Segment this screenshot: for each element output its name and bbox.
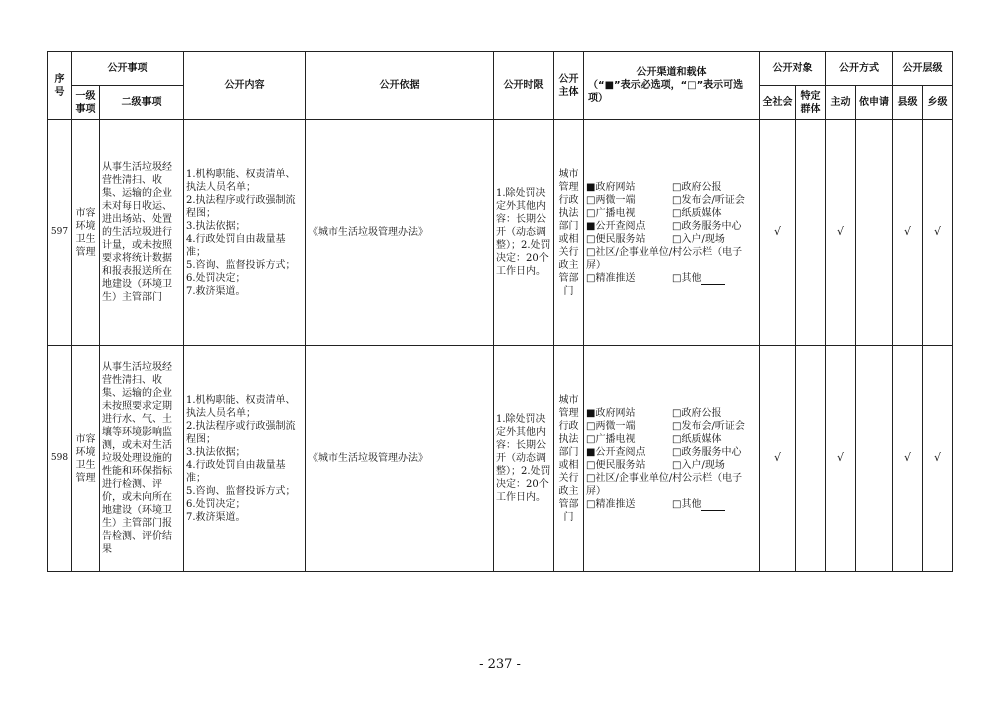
channel-option: □广播电视 xyxy=(586,433,636,445)
header-target: 公开对象 xyxy=(760,52,826,86)
row-layer-county: √ xyxy=(893,120,923,346)
content-line: 2.执法程序或行政强制流程图； xyxy=(186,420,296,445)
channel-line xyxy=(586,194,757,207)
channel-option: □精准推送 xyxy=(586,498,636,510)
header-channel-title: 公开渠道和载体 xyxy=(636,67,707,78)
row-layer-town: √ xyxy=(923,120,953,346)
row-time-limit: 1.除处罚决定外其他内容：长期公开（动态调整）；2.处罚决定：20个工作日内。 xyxy=(494,346,554,572)
fill-in-blank xyxy=(701,500,725,511)
channel-line xyxy=(586,181,757,194)
row-channels xyxy=(584,120,760,346)
channel-option-other: □其他 xyxy=(672,498,702,510)
content-line: 3.执法依据； xyxy=(186,446,246,458)
content-line: 1.机构职能、权责清单、执法人员名单； xyxy=(186,168,296,193)
channel-option: □政府公报 xyxy=(672,407,722,419)
channel-line xyxy=(586,272,757,285)
row-level1: 市容环境卫生管理 xyxy=(72,120,100,346)
channel-option: □纸质媒体 xyxy=(672,433,722,445)
channel-line xyxy=(586,407,757,420)
channel-option: □发布会/听证会 xyxy=(672,420,745,432)
table-row xyxy=(48,346,953,572)
table-row xyxy=(48,120,953,346)
row-channels xyxy=(584,346,760,572)
channel-option: □便民服务站 xyxy=(586,459,646,471)
row-time-limit: 1.除处罚决定外其他内容：长期公开（动态调整）；2.处罚决定：20个工作日内。 xyxy=(494,120,554,346)
channel-line xyxy=(586,498,757,511)
content-line: 4.行政处罚自由裁量基准； xyxy=(186,459,286,484)
channel-option xyxy=(672,272,725,285)
channel-line xyxy=(586,472,757,498)
content-line: 5.咨询、监督投诉方式； xyxy=(186,485,296,497)
channel-option: □政府公报 xyxy=(672,181,722,193)
channel-option: □发布会/听证会 xyxy=(672,194,745,206)
page-number: - 237 - xyxy=(479,657,521,672)
row-level2: 从事生活垃圾经营性清扫、收集、运输的企业未对每日收运、进出场站、处置的生活垃圾进行计量，或未按照要求将统计数据和报表报送所在地建设（环境卫生）主管部门 xyxy=(100,120,184,346)
row-method-request xyxy=(856,346,893,572)
row-target-specific xyxy=(796,120,826,346)
channel-option-other: □其他 xyxy=(672,272,702,284)
disclosure-table xyxy=(47,51,953,572)
header-seq: 序号 xyxy=(48,52,72,120)
channel-line xyxy=(586,246,757,272)
channel-line xyxy=(586,220,757,233)
header-method-request: 依申请 xyxy=(856,86,893,120)
content-line: 2.执法程序或行政强制流程图； xyxy=(186,194,296,219)
row-level2: 从事生活垃圾经营性清扫、收集、运输的企业未按照要求定期进行水、气、土壤等环境影响监测，或未对生活垃圾处理设施的性能和环保指标进行检测、评价，或未向所在地建设（环境卫生）主管部门报告检测、评价结果 xyxy=(100,346,184,572)
channel-line xyxy=(586,446,757,459)
row-method-active: √ xyxy=(826,120,856,346)
channel-option: □精准推送 xyxy=(586,272,636,284)
row-basis: 《城市生活垃圾管理办法》 xyxy=(306,346,494,572)
channel-line xyxy=(586,207,757,220)
header-basis: 公开依据 xyxy=(306,52,494,120)
header-level1: 一级事项 xyxy=(72,86,100,120)
content-line: 1.机构职能、权责清单、执法人员名单； xyxy=(186,394,296,419)
content-line: 4.行政处罚自由裁量基准； xyxy=(186,233,286,258)
header-method-active: 主动 xyxy=(826,86,856,120)
row-seq: 598 xyxy=(48,346,72,572)
content-line: 3.执法依据； xyxy=(186,220,246,232)
content-line: 6.处罚决定； xyxy=(186,498,246,510)
row-content xyxy=(184,120,306,346)
fill-in-blank xyxy=(701,274,725,285)
channel-option: ■政府网站 xyxy=(586,407,636,419)
channel-option: □社区/企事业单位/村公示栏（电子屏） xyxy=(586,246,743,271)
content-line: 6.处罚决定； xyxy=(186,272,246,284)
row-content xyxy=(184,346,306,572)
channel-line xyxy=(586,433,757,446)
row-target-all: √ xyxy=(760,346,796,572)
channel-line xyxy=(586,459,757,472)
header-method: 公开方式 xyxy=(826,52,893,86)
header-items: 公开事项 xyxy=(72,52,184,86)
row-subject: 城市管理行政执法部门或相关行政主管部门 xyxy=(554,120,584,346)
header-subject: 公开主体 xyxy=(554,52,584,120)
header-channel-note: （“■”表示必选项，“□”表示可选项） xyxy=(588,80,744,104)
channel-line xyxy=(586,420,757,433)
row-layer-county: √ xyxy=(893,346,923,572)
channel-option: □入户/现场 xyxy=(672,459,725,471)
channel-option: □两微一端 xyxy=(586,194,636,206)
channel-option: ■公开查阅点 xyxy=(586,446,646,458)
content-line: 7.救济渠道。 xyxy=(186,511,246,523)
channel-option xyxy=(672,498,725,511)
channel-option: □入户/现场 xyxy=(672,233,725,245)
row-method-request xyxy=(856,120,893,346)
row-level1: 市容环境卫生管理 xyxy=(72,346,100,572)
header-row-1 xyxy=(48,52,953,86)
channel-option: □政务服务中心 xyxy=(672,446,742,458)
channel-line xyxy=(586,233,757,246)
header-level2: 二级事项 xyxy=(100,86,184,120)
row-basis: 《城市生活垃圾管理办法》 xyxy=(306,120,494,346)
row-target-specific xyxy=(796,346,826,572)
channel-option: □纸质媒体 xyxy=(672,207,722,219)
header-time-limit: 公开时限 xyxy=(494,52,554,120)
row-subject: 城市管理行政执法部门或相关行政主管部门 xyxy=(554,346,584,572)
row-layer-town: √ xyxy=(923,346,953,572)
header-content: 公开内容 xyxy=(184,52,306,120)
content-line: 5.咨询、监督投诉方式； xyxy=(186,259,296,271)
row-method-active: √ xyxy=(826,346,856,572)
header-target-all: 全社会 xyxy=(760,86,796,120)
channel-option: ■政府网站 xyxy=(586,181,636,193)
header-layer-county: 县级 xyxy=(893,86,923,120)
content-line: 7.救济渠道。 xyxy=(186,285,246,297)
row-target-all: √ xyxy=(760,120,796,346)
header-channel xyxy=(584,52,760,120)
row-seq: 597 xyxy=(48,120,72,346)
header-target-specific: 特定群体 xyxy=(796,86,826,120)
header-layer: 公开层级 xyxy=(893,52,953,86)
channel-option: □广播电视 xyxy=(586,207,636,219)
header-layer-town: 乡级 xyxy=(923,86,953,120)
channel-option: □社区/企事业单位/村公示栏（电子屏） xyxy=(586,472,743,497)
channel-option: □两微一端 xyxy=(586,420,636,432)
channel-option: □政务服务中心 xyxy=(672,220,742,232)
channel-option: ■公开查阅点 xyxy=(586,220,646,232)
channel-option: □便民服务站 xyxy=(586,233,646,245)
